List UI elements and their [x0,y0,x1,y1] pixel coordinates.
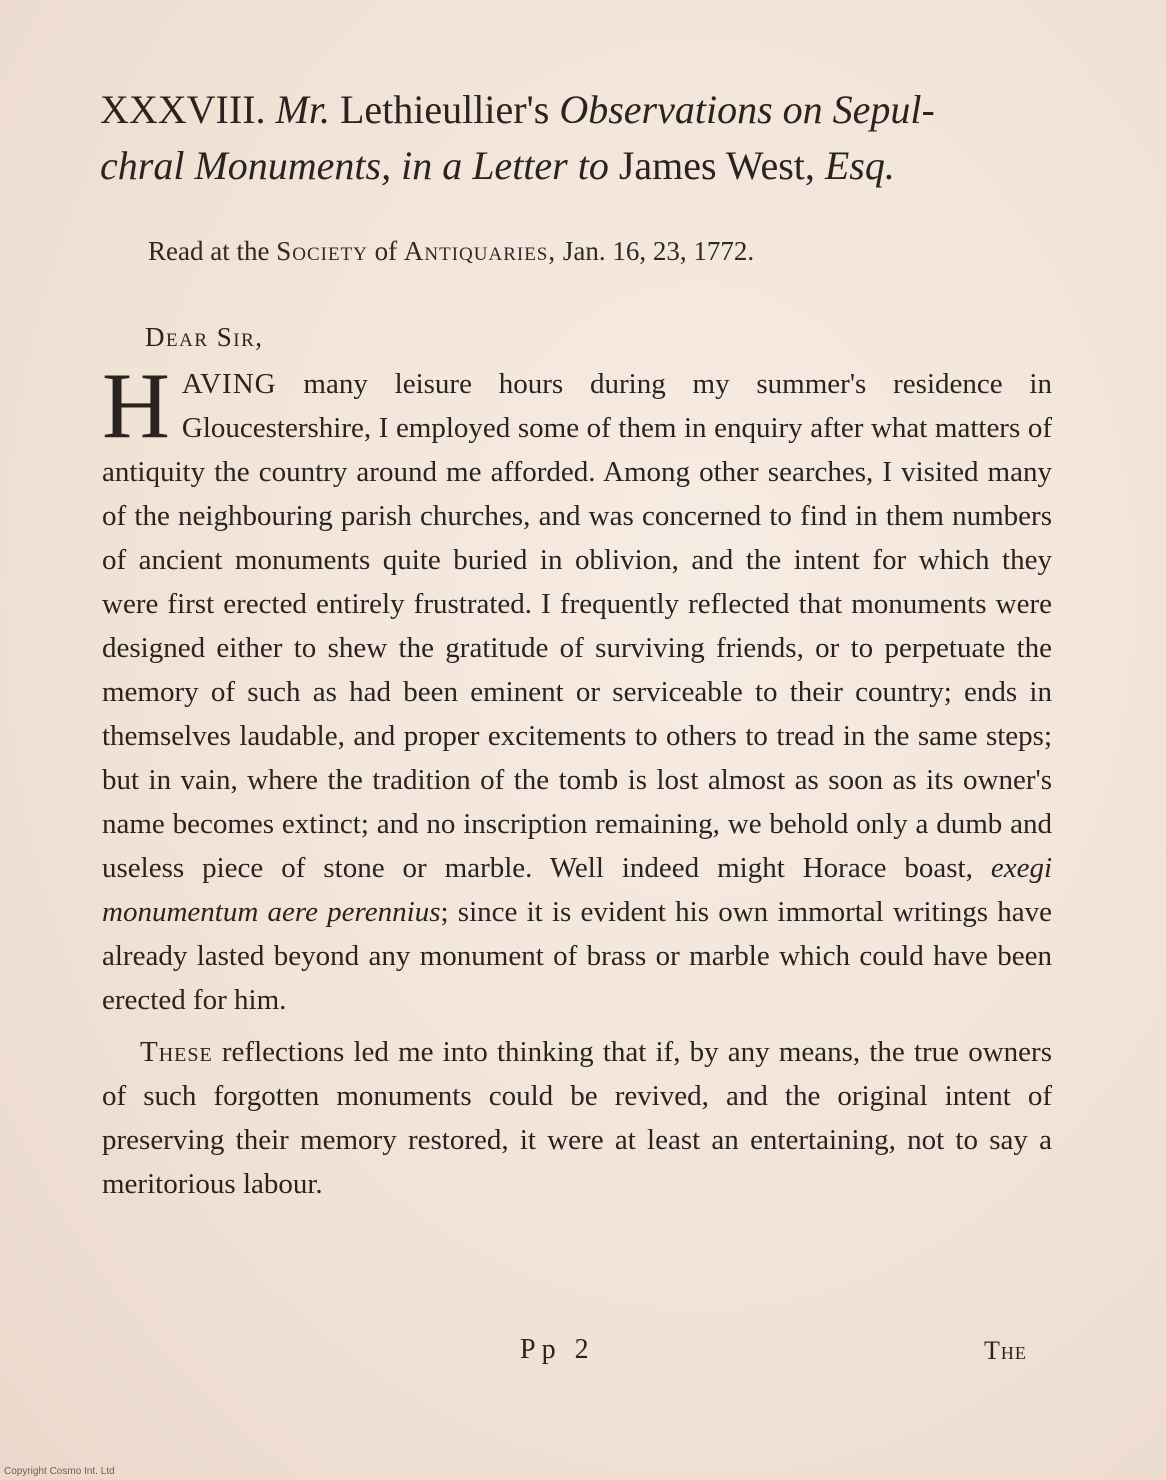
title-mr: Mr. [275,87,330,132]
read-of: of [374,236,398,266]
read-society: Society [276,236,368,266]
latin-quote: exegi monumentum aere perennius [102,852,1052,928]
letter-body [102,354,1052,1206]
read-at-line [148,236,1048,267]
paragraph-1-text-a: many leisure hours during my summer's residence in Gloucestershire, I employed some of them in enquiry after what matters of antiquity the country around me afforded. Among other searches, I visited many of the neighbouring parish churches, and was concerned to find in them numbers of ancient monuments quite buried in oblivion, and the intent for which they were first erected entirely frustrated. I frequently reflected that monuments were designed either to shew the gratitude of surviving friends, or to perpetuate the memory of such as had been eminent or serviceable to their country; ends in themselves laudable, and proper excitements to others to tread in the same steps; but in vain, where the tradition of the tomb is lost almost as soon as its owner's name becomes extinct; and no inscription remaining, we behold only a dumb and useless piece of stone or marble. Well indeed might Horace boast, [102,368,1052,884]
read-prefix: Read at the [148,236,270,266]
article-title [100,82,1060,194]
signature-mark: Pp 2 [520,1334,595,1365]
drop-cap: H [102,354,170,458]
paragraph-2 [102,1030,1052,1206]
paragraph-1-text-b: ; since it is evident his own immortal writings have already lasted beyond any monument of brass or marble which could have been erected for him. [102,896,1052,1016]
catchword: The [984,1336,1027,1365]
read-antiquaries: Antiquaries, [403,236,557,266]
first-word: AVING [181,368,277,400]
title-italic-line2: chral Monuments, in a Letter to [100,143,609,188]
paragraph-2-text: reflections led me into thinking that if, by any means, the true owners of such forgotten monuments could be revived, and the original intent of preserving their memory restored, it were at least an entertaining, not to say a meritorious labour. [102,1036,1052,1200]
title-esq: Esq. [824,143,895,188]
title-author: Lethieullier's [339,87,550,132]
paragraph-1 [102,354,1052,1022]
salutation: Dear Sir, [145,322,264,352]
title-recipient: James West, [618,143,815,188]
copyright-notice: Copyright Cosmo Int. Ltd [4,1466,115,1477]
paragraph-2-lead: These [140,1036,213,1068]
article-number: XXXVIII. [100,87,266,132]
title-italic-line1: Observations on Sepul- [559,87,935,132]
read-dates: Jan. 16, 23, 1772. [562,236,755,266]
